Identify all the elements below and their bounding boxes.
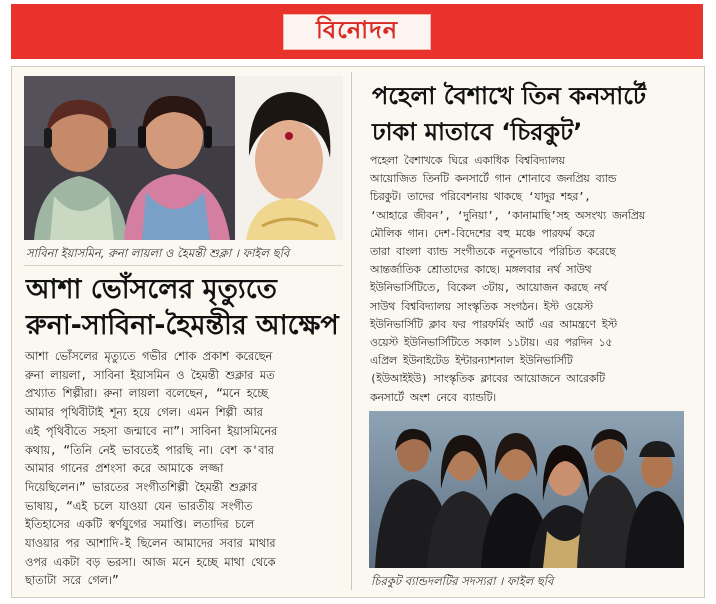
body-line: দিয়েছিলেন।” ভারতের সংগীতশিল্পী হৈমন্তী শুক্লার [25, 479, 258, 494]
body-line: সাউথ বিশ্ববিদ্যালয় সাংস্কৃতিক সংগঠন। ইস্ট ওয়েস্ট [370, 299, 593, 313]
body-line: ইউনিভার্সিটি ক্লাব ফর পারফর্মিং আর্ট এর আমন্ত্রণে ইস্ট [370, 317, 617, 331]
caption-rule [24, 265, 343, 266]
body-line: ইউনিভার্সিটিতে, বিকেল ৩টায়, আয়োজন করছে নর্থ [370, 281, 608, 295]
left-headline-line: রুনা-সাবিনা-হৈমন্তীর আক্ষেপ [26, 310, 339, 341]
band-photo-caption: চিরকুট ব্যান্ডদলটির সদস্যরা । ফাইল ছবি [371, 574, 554, 588]
right-headline [372, 78, 646, 150]
body-line: আশা ভোঁসলের মৃত্যুতে গভীর শোক প্রকাশ করেছেন [25, 349, 273, 363]
body-line: কনসার্টে অংশ নেবে ব্যান্ডটি। [370, 390, 496, 404]
band-photo [369, 411, 684, 568]
left-article-body [25, 347, 277, 590]
body-line: এই পৃথিবীতে সহসা জন্মাবে না”। সাবিনা ইয়াসমিনের [25, 423, 278, 438]
body-line: মৌলিক গান। দেশ-বিদেশের বহু মঞ্চে পারফর্ম করে [370, 226, 595, 240]
section-banner [11, 4, 703, 59]
body-line: (ইউআইইউ) সাংস্কৃতিক ক্লাবের আয়োজনে আরেকটি [370, 372, 605, 386]
body-line: ওয়েস্ট ইউনিভার্সিটিতে সকাল ১১টায়। এর পরদিন ১৫ [370, 336, 613, 350]
left-headline [26, 272, 339, 344]
body-line: আমার পৃথিবীটাই শূন্য হয়ে গেল। এমন শিল্পী আর [25, 405, 263, 420]
body-line: পহেলা বৈশাখকে ঘিরে একাধিক বিশ্ববিদ্যালয় [370, 154, 565, 167]
column-divider [351, 72, 352, 590]
section-title: বিনোদন [283, 14, 431, 50]
body-line: কথায়, “তিনি নেই ভাবতেই পারছি না। বেশ ক'বার [25, 442, 274, 457]
body-line: ছাতাটা সরে গেল।” [25, 573, 119, 588]
body-line: চিরকুট। তাদের পরিবেশনায় থাকছে ‘যাদুর শহর’, [370, 190, 591, 204]
body-line: আন্তর্জাতিক শ্রোতাদের কাছে। মঙ্গলবার নর্থ সাউথ [370, 263, 592, 277]
body-line: রুনা লায়লা, সাবিনা ইয়াসমিন ও হৈমন্তী শুক্লার মত [25, 367, 275, 382]
singers-photo-caption: সাবিনা ইয়াসমিন, রুনা লায়লা ও হৈমন্তী শুক্লা । ফাইল ছবি [26, 246, 290, 260]
body-line: প্রখ্যাত শিল্পীরা। রুনা লায়লা বলেছেন, “মনে হচ্ছে [25, 386, 268, 401]
body-line: যাওয়ার পর আশাদি-ই ছিলেন আমাদের সবার মাথার [25, 536, 276, 551]
singers-photo [24, 76, 343, 240]
right-headline-line: ঢাকা মাতাবে ‘চিরকুট’ [372, 118, 583, 146]
left-headline-line: আশা ভোঁসলের মৃত্যুতে [26, 274, 277, 305]
body-line: ইতিহাসের একটি স্বর্ণযুগের সমাপ্তি। লতাদির চলে [25, 517, 255, 532]
body-line: এপ্রিল ইউনাইটেড ইন্টারন্যাশনাল ইউনিভার্সিটি [370, 354, 573, 368]
body-line: ‘আহারে জীবন’, ‘দুনিয়া’, ‘কানামাছি’সহ অসংখ্য জনপ্রিয় [370, 208, 645, 222]
body-line: আয়োজিত তিনটি কনসার্টে গান শোনাবে জনপ্রিয় ব্যান্ড [370, 172, 617, 186]
right-headline-line: পহেলা বৈশাখে তিন কনসার্টে [372, 82, 646, 110]
body-line: ভাষায়, “এই চলে যাওয়া যেন ভারতীয় সংগীত [25, 498, 253, 513]
right-article-body [370, 152, 645, 407]
body-line: আমার গানের প্রশংসা করে আমাকে লজ্জা [25, 461, 224, 476]
body-line: তারা বাংলা ব্যান্ড সংগীতকে নতুনভাবে পরিচিত করেছে [370, 245, 616, 259]
body-line: ওপর একটা বড় ভরসা। আজ মনে হচ্ছে মাথা থেকে [25, 554, 276, 569]
